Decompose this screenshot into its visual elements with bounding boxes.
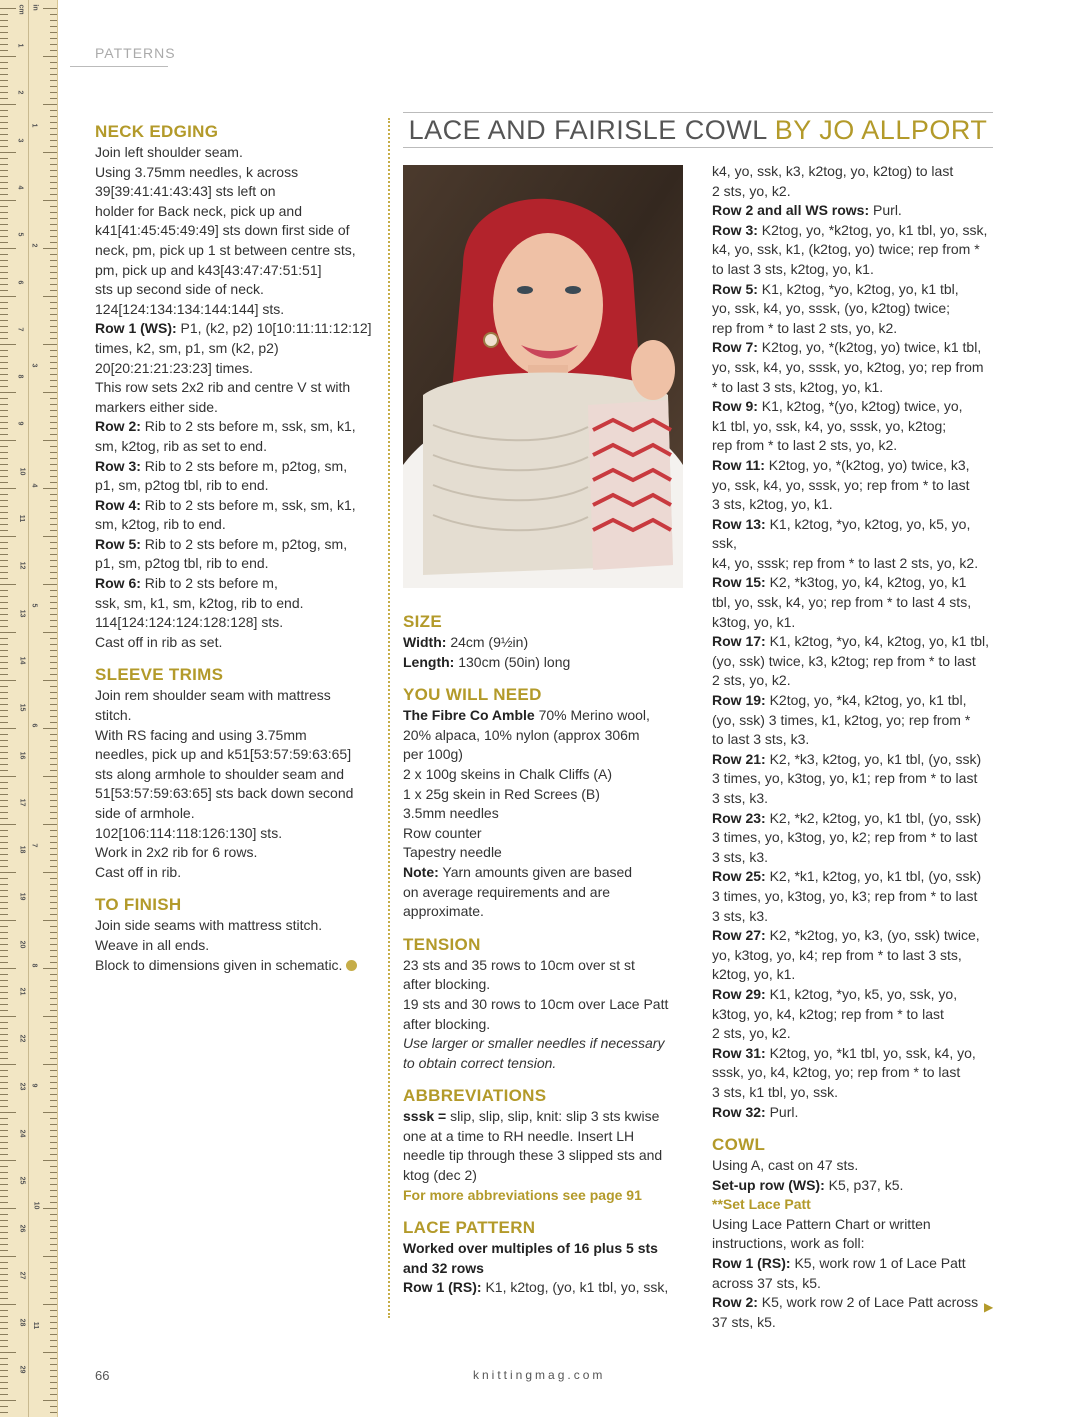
text-line: Weave in all ends. — [95, 936, 210, 953]
ruler-cm-number: 25 — [18, 1176, 26, 1185]
row-label: Row 2: — [95, 418, 141, 435]
sleeve-trims-heading: SLEEVE TRIMS — [95, 665, 224, 685]
pattern-row-line: Row 9: K1, k2tog, *(yo, k2tog) twice, yo, — [712, 398, 963, 415]
ruler-unit-in: in — [31, 4, 39, 11]
text-line: Using 3.75mm needles, k across — [95, 163, 299, 180]
pattern-row-line: Row 29: K1, k2tog, *yo, k5, yo, ssk, yo, — [712, 985, 958, 1002]
ruler-cm-number: 12 — [18, 561, 26, 570]
page-number: 66 — [95, 1368, 110, 1383]
pattern-row-line: Row 3: K2tog, yo, *k2tog, yo, k1 tbl, yo, ssk, — [712, 221, 988, 238]
pattern-row-line: 114[124:124:124:128:128] sts. — [95, 614, 284, 631]
ruler-cm-number: 15 — [18, 703, 26, 712]
pattern-row-line: Row 23: K2, *k2, k2tog, yo, k1 tbl, (yo, ssk) — [712, 809, 982, 826]
pattern-row-line: Row 27: K2, *k2tog, yo, k3, (yo, ssk) twice, — [712, 927, 980, 944]
ruler-cm-number: 21 — [18, 987, 26, 996]
row-label: Row 3: — [95, 457, 141, 474]
text-line: 23 sts and 35 rows to 10cm over st st — [403, 956, 635, 973]
row-label: Row 5: — [95, 535, 141, 552]
text-line: neck, pm, pick up 1 st between centre sts, — [95, 241, 356, 258]
text-line: 51[53:57:59:63:65] sts back down second — [95, 785, 354, 802]
cowl-instr-1: Using Lace Pattern Chart or written — [712, 1215, 931, 1232]
ruler-cm-number: 5 — [16, 232, 24, 237]
yarn-line-2: 20% alpaca, 10% nylon (approx 306m — [403, 726, 640, 743]
row-label: Row 31: — [712, 1044, 766, 1061]
pattern-row-line: Row 3: Rib to 2 sts before m, p2tog, sm, — [95, 457, 348, 474]
pattern-row-line: 3 sts, k1 tbl, yo, ssk. — [712, 1083, 839, 1100]
row-label: Row 27: — [712, 927, 766, 944]
ruler-cm-number: 19 — [18, 892, 26, 901]
pattern-row-line: tbl, yo, ssk, k4, yo; rep from * to last 4 sts, — [712, 594, 972, 611]
ruler-cm-number: 28 — [18, 1318, 26, 1327]
cowl-instr-2: instructions, work as foll: — [712, 1235, 865, 1252]
material-item: 3.5mm needles — [403, 805, 499, 822]
pattern-row-line: 3 times, yo, k3tog, yo, k2; rep from * to last — [712, 829, 978, 846]
ruler-cm-number: 13 — [18, 609, 26, 617]
pattern-row-line: yo, ssk, k4, yo, sssk, yo, k2tog, yo; rep from — [712, 358, 984, 375]
header-rule — [70, 66, 168, 67]
pattern-row-line: 3 sts, k3. — [712, 848, 769, 865]
abbreviations-heading: ABBREVIATIONS — [403, 1086, 547, 1106]
pattern-row-line: Row 2 and all WS rows: Purl. — [712, 202, 902, 219]
pattern-row-line: k4, yo, ssk, k1, (k2tog, yo) twice; rep from * — [712, 241, 980, 258]
sleeve-trims-text — [95, 686, 380, 882]
pattern-row-line: 2 sts, yo, k2. — [712, 182, 791, 199]
ruler-in-number: 8 — [30, 963, 38, 968]
ruler-cm-number: 26 — [18, 1224, 26, 1232]
pattern-row-line: Row 5: K1, k2tog, *yo, k2tog, yo, k1 tbl, — [712, 280, 959, 297]
pattern-row-line: k3tog, yo, k1. — [712, 613, 796, 630]
ruler-in-number: 5 — [30, 603, 38, 608]
text-line: 19 sts and 30 rows to 10cm over Lace Patt — [403, 995, 669, 1012]
ruler-cm-number: 29 — [18, 1365, 26, 1374]
text-line: sts up second side of neck. — [95, 281, 264, 298]
note-line-1: Note: Yarn amounts given are based — [403, 863, 633, 880]
pattern-row-line: 3 times, yo, k3tog, yo, k3; rep from * to last — [712, 887, 978, 904]
ruler-cm-number: 14 — [18, 656, 26, 665]
row-label: Row 1 (RS): — [712, 1255, 791, 1272]
ruler-cm-number: 8 — [16, 374, 24, 379]
row-label: Row 6: — [95, 575, 141, 592]
ruler-cm-number: 4 — [16, 185, 24, 190]
tension-note-2: to obtain correct tension. — [403, 1054, 557, 1071]
text-line: Cast off in rib. — [95, 863, 182, 880]
yarn-line-1: The Fibre Co Amble 70% Merino wool, — [403, 707, 650, 724]
lace-pattern-rows — [712, 162, 997, 1122]
measuring-ruler — [0, 0, 58, 1417]
row-label: Row 21: — [712, 750, 766, 767]
pattern-title-block — [403, 112, 993, 148]
row-label: Row 2: — [712, 1294, 758, 1311]
row-label: Row 23: — [712, 809, 766, 826]
material-item: 2 x 100g skeins in Chalk Cliffs (A) — [403, 765, 613, 782]
ruler-unit-cm: cm — [17, 4, 25, 15]
ruler-cm-number: 2 — [16, 90, 24, 95]
title-rule-bottom — [403, 147, 993, 148]
ruler-in-number: 11 — [32, 1321, 40, 1330]
yarn-line-3: per 100g) — [403, 746, 463, 763]
ruler-in-number: 6 — [30, 723, 38, 728]
middle-column — [403, 611, 693, 1298]
more-abbreviations-link[interactable]: For more abbreviations see page 91 — [403, 1186, 642, 1203]
ruler-cm-number: 24 — [18, 1129, 26, 1138]
text-line: 102[106:114:118:126:130] sts. — [95, 824, 283, 841]
text-line: sts along armhole to shoulder seam and — [95, 765, 345, 782]
title-main: LACE AND FAIRISLE COWL — [408, 115, 767, 145]
text-line: after blocking. — [403, 1015, 491, 1032]
pattern-row-line: (yo, ssk) twice, k3, k2tog; rep from * to last — [712, 652, 976, 669]
pattern-row-line: 37 sts, k5. — [712, 1313, 776, 1330]
right-column — [712, 162, 997, 1332]
pattern-row-line: yo, k3tog, yo, k4; rep from * to last 3 sts, — [712, 946, 962, 963]
text-line: k41[41:45:45:49:49] sts down first side of — [95, 222, 350, 239]
ruler-in-number: 1 — [30, 123, 38, 128]
materials-list — [403, 765, 693, 863]
pattern-row-line: 3 sts, k3. — [712, 790, 769, 806]
lace-row-1: Row 1 (RS): K1, k2tog, (yo, k1 tbl, yo, ssk, — [403, 1279, 669, 1296]
size-heading: SIZE — [403, 612, 442, 631]
pattern-row-line: Row 32: Purl. — [712, 1103, 799, 1120]
pattern-row-line: 3 sts, k3. — [712, 907, 769, 924]
pattern-row-line: yo, ssk, k4, yo, sssk, yo; rep from * to last — [712, 476, 970, 493]
row-label: Row 29: — [712, 985, 766, 1002]
material-item: Tapestry needle — [403, 844, 502, 861]
text-line: Join rem shoulder seam with mattress — [95, 687, 331, 704]
row-label: Row 3: — [712, 221, 758, 238]
text-line: holder for Back neck, pick up and — [95, 202, 303, 219]
row-label: Row 9: — [712, 398, 758, 415]
ruler-cm-number: 16 — [18, 751, 26, 759]
size-width: Width: 24cm (9½in) — [403, 634, 529, 650]
ruler-cm-number: 3 — [16, 138, 24, 143]
pattern-row-line: markers either side. — [95, 398, 218, 415]
pattern-row-line: p1, sm, p2tog tbl, rib to end. — [95, 477, 269, 494]
ruler-in-number: 2 — [30, 243, 38, 248]
pattern-row-line: Row 31: K2tog, yo, *k1 tbl, yo, ssk, k4, yo, — [712, 1044, 976, 1061]
pattern-row-line: p1, sm, p2tog tbl, rib to end. — [95, 555, 269, 572]
pattern-row-line: k3tog, yo, k4, k2tog; rep from * to last — [712, 1005, 944, 1022]
pattern-row-line: sm, k2tog, rib as set to end. — [95, 437, 267, 454]
pattern-row-line: Row 17: K1, k2tog, *yo, k4, k2tog, yo, k1 tbl, — [712, 633, 990, 650]
text-line: 39[39:41:41:43:43] sts left on — [95, 183, 276, 200]
lace-subhead-2: and 32 rows — [403, 1259, 484, 1276]
ruler-cm-number: 10 — [18, 467, 26, 476]
ruler-cm-number: 23 — [18, 1082, 26, 1090]
pattern-row-line: to last 3 sts, k3. — [712, 731, 810, 748]
pattern-row-line: Row 2: Rib to 2 sts before m, ssk, sm, k1, — [95, 418, 356, 435]
pattern-row-line: 20[20:21:21:23:23] times. — [95, 359, 253, 376]
text-line: needles, pick up and k51[53:57:59:63:65] — [95, 746, 352, 763]
ruler-in-number: 9 — [30, 1083, 38, 1088]
set-lace-patt: **Set Lace Patt — [712, 1196, 811, 1213]
ruler-cm-number: 18 — [18, 845, 26, 854]
pattern-row-line: Row 11: K2tog, yo, *(k2tog, yo) twice, k3, — [712, 456, 970, 473]
to-finish-text — [95, 916, 380, 975]
pattern-row-line: k1 tbl, yo, ssk, k4, yo, sssk, yo, k2tog; — [712, 417, 947, 434]
pattern-row-line: rep from * to last 2 sts, yo, k2. — [712, 437, 898, 454]
pattern-row-line: rep from * to last 2 sts, yo, k2. — [712, 319, 898, 336]
pattern-row-line: 2 sts, yo, k2. — [712, 672, 791, 689]
row-label: Row 11: — [712, 456, 765, 473]
neck-edging-text — [95, 143, 380, 319]
next-arrow-icon[interactable]: ▶ — [984, 1300, 994, 1314]
pattern-row-line: times, k2, sm, p1, sm (k2, p2) — [95, 339, 279, 356]
sssk-line-2: one at a time to RH needle. Insert LH — [403, 1127, 635, 1144]
material-item: 1 x 25g skein in Red Screes (B) — [403, 785, 600, 802]
pattern-title — [403, 113, 993, 147]
pattern-row-line: Row 5: Rib to 2 sts before m, p2tog, sm, — [95, 535, 348, 552]
pattern-row-line: 3 sts, k2tog, yo, k1. — [712, 496, 833, 513]
cowl-rows — [712, 1254, 997, 1332]
row-label: Row 17: — [712, 633, 766, 650]
pattern-row-line: 2 sts, yo, k2. — [712, 1025, 791, 1042]
website-footer: knittingmag.com — [473, 1368, 606, 1382]
text-line: Join left shoulder seam. — [95, 144, 243, 160]
ruler-cm-number: 6 — [16, 280, 24, 284]
sssk-line-3: needle tip through these 3 slipped sts and — [403, 1147, 663, 1164]
pattern-row-line: Row 4: Rib to 2 sts before m, ssk, sm, k1, — [95, 496, 356, 513]
row-label: Row 13: — [712, 515, 766, 532]
title-byline: BY JO ALLPORT — [774, 115, 988, 145]
size-length: Length: 130cm (50in) long — [403, 653, 571, 670]
row-label: Row 25: — [712, 868, 766, 885]
text-line: stitch. — [95, 707, 132, 724]
ruler-in-number: 4 — [30, 483, 38, 488]
pattern-row-line: * to last 3 sts, k2tog, yo, k1. — [712, 378, 884, 395]
pattern-row-line: Row 19: K2tog, yo, *k4, k2tog, yo, k1 tbl, — [712, 692, 967, 709]
row-label: Row 7: — [712, 339, 758, 356]
ruler-cm-number: 22 — [18, 1034, 26, 1043]
cowl-heading: COWL — [712, 1135, 766, 1155]
pattern-row-line: Row 1 (WS): P1, (k2, p2) 10[10:11:11:12:12] — [95, 320, 372, 337]
pattern-row-line: Row 6: Rib to 2 sts before m, — [95, 575, 278, 592]
text-line: Work in 2x2 rib for 6 rows. — [95, 844, 258, 861]
to-finish-heading: TO FINISH — [95, 895, 182, 915]
pattern-row-line: 3 times, yo, k3tog, yo, k1; rep from * to last — [712, 770, 978, 787]
text-line: pm, pick up and k43[43:47:47:51:51] — [95, 261, 322, 278]
pattern-row-line: Row 2: K5, work row 2 of Lace Patt across — [712, 1294, 979, 1311]
tension-note-1: Use larger or smaller needles if necessary — [403, 1035, 665, 1052]
tension-heading: TENSION — [403, 934, 481, 954]
ruler-cm-number: 20 — [18, 940, 26, 949]
sssk-line-4: ktog (dec 2) — [403, 1167, 477, 1184]
ruler-in-number: 3 — [30, 363, 38, 368]
ruler-cm-number: 11 — [18, 514, 26, 523]
lace-subhead-1: Worked over multiples of 16 plus 5 sts — [403, 1240, 658, 1257]
ruler-cm-number: 9 — [16, 421, 24, 426]
text-line: With RS facing and using 3.75mm — [95, 726, 307, 743]
material-item: Row counter — [403, 824, 482, 841]
pattern-row-line: Row 7: K2tog, yo, *(k2tog, yo) twice, k1 tbl, — [712, 339, 982, 356]
ruler-cm-number: 1 — [16, 43, 24, 48]
pattern-row-line: This row sets 2x2 rib and centre V st with — [95, 379, 351, 396]
row-label: Row 4: — [95, 496, 141, 513]
text-line: side of armhole. — [95, 805, 195, 821]
section-label: PATTERNS — [95, 45, 176, 61]
pattern-row-line: yo, ssk, k4, yo, sssk, (yo, k2tog) twice; — [712, 300, 951, 317]
pattern-row-line: sssk, yo, k4, k2tog, yo; rep from * to last — [712, 1064, 961, 1081]
row-label: Row 1 (WS): — [95, 320, 177, 337]
note-line-3: approximate. — [403, 903, 484, 920]
sssk-line-1: sssk = slip, slip, slip, knit: slip 3 sts kwise — [403, 1108, 660, 1125]
ruler-cm-number: 7 — [16, 327, 24, 332]
pattern-row-line: across 37 sts, k5. — [712, 1274, 821, 1291]
tension-text — [403, 956, 693, 1034]
text-line: Join side seams with mattress stitch. — [95, 917, 323, 934]
lace-pattern-heading: LACE PATTERN — [403, 1218, 536, 1238]
pattern-row-line: sm, k2tog, rib to end. — [95, 516, 226, 533]
cowl-cast-on: Using A, cast on 47 sts. — [712, 1157, 859, 1174]
text-line: after blocking. — [403, 976, 491, 993]
pattern-row-line: to last 3 sts, k2tog, yo, k1. — [712, 260, 874, 277]
pattern-row-line: k2tog, yo, k1. — [712, 966, 796, 983]
left-column — [95, 121, 380, 975]
you-will-need-heading: YOU WILL NEED — [403, 685, 542, 705]
pattern-row-line: Row 25: K2, *k1, k2tog, yo, k1 tbl, (yo, ssk) — [712, 868, 982, 885]
pattern-row-line: ssk, sm, k1, sm, k2tog, rib to end. — [95, 594, 304, 611]
text-line: Block to dimensions given in schematic. — [95, 956, 380, 976]
row-label: Row 2 and all WS rows: — [712, 202, 870, 219]
neck-edging-rows — [95, 319, 380, 652]
ruler-cm-number: 27 — [18, 1271, 26, 1280]
pattern-row-line: Row 21: K2, *k3, k2tog, yo, k1 tbl, (yo, ssk) — [712, 750, 982, 767]
pattern-row-line: Row 13: K1, k2tog, *yo, k2tog, yo, k5, yo, ssk, — [712, 515, 971, 552]
pattern-row-line: Cast off in rib as set. — [95, 633, 223, 650]
ruler-midline — [28, 0, 29, 1417]
row-label: Row 32: — [712, 1103, 766, 1120]
row-label: Row 19: — [712, 692, 766, 709]
column-divider — [388, 118, 390, 1318]
cowl-setup-row: Set-up row (WS): K5, p37, k5. — [712, 1176, 904, 1193]
ruler-in-number: 10 — [32, 1201, 40, 1210]
ruler-cm-number: 17 — [18, 798, 26, 807]
pattern-row-line: Row 15: K2, *k3tog, yo, k4, k2tog, yo, k1 — [712, 574, 967, 591]
pattern-row-line: k4, yo, ssk, k3, k2tog, yo, k2tog) to last — [712, 163, 954, 179]
ruler-in-number: 7 — [30, 843, 38, 848]
note-line-2: on average requirements and are — [403, 883, 611, 900]
row-label: Row 5: — [712, 280, 758, 297]
text-line: 124[124:134:134:144:144] sts. — [95, 300, 285, 317]
pattern-row-line: k4, yo, sssk; rep from * to last 2 sts, yo, k2. — [712, 554, 979, 571]
row-label: Row 15: — [712, 574, 766, 591]
pattern-row-line: Row 1 (RS): K5, work row 1 of Lace Patt — [712, 1255, 966, 1272]
yarn-ball-icon — [346, 960, 357, 971]
neck-edging-heading: NECK EDGING — [95, 122, 219, 141]
model-photo — [403, 165, 683, 588]
pattern-row-line: (yo, ssk) 3 times, k1, k2tog, yo; rep from * — [712, 711, 971, 728]
